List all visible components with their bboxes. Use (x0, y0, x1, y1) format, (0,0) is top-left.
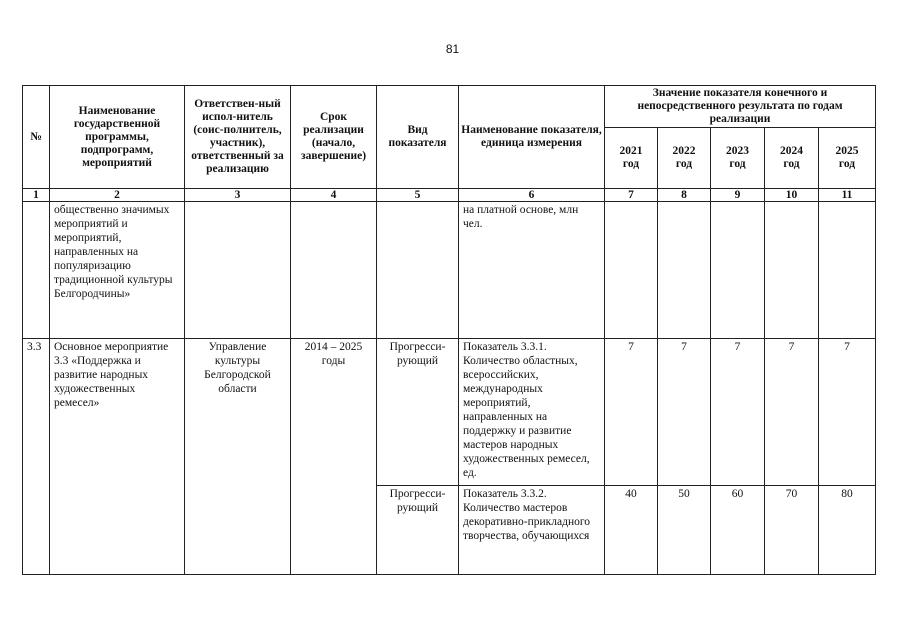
column-number: 5 (377, 189, 459, 202)
column-number: 1 (23, 189, 50, 202)
row-program-name: Основное мероприятие 3.3 «Поддержка и развитие народных художественных ремесел» (50, 339, 185, 575)
page-number: 81 (445, 42, 460, 56)
row-program-name: общественно значимых мероприятий и мероприятий, направленных на популяризацию традиционной культуры Белгородчины» (50, 202, 185, 339)
year-label: 2023 (726, 145, 749, 157)
header-indicator-type: Вид показателя (377, 86, 459, 189)
table-row (23, 202, 876, 339)
header-executor: Ответствен-ный испол-нитель (соис-полнитель, участник), ответственный за реализацию (185, 86, 291, 189)
row-value: 50 (658, 486, 711, 575)
header-year (765, 128, 819, 189)
year-label: 2024 (780, 145, 803, 157)
row-value: 60 (711, 486, 765, 575)
row-value (658, 202, 711, 339)
column-number: 4 (291, 189, 377, 202)
year-unit: год (729, 158, 746, 170)
column-number: 8 (658, 189, 711, 202)
row-value: 7 (765, 339, 819, 486)
year-unit: год (622, 158, 640, 170)
column-number: 7 (605, 189, 658, 202)
year-unit: год (783, 158, 800, 170)
column-number: 6 (459, 189, 605, 202)
row-value (765, 202, 819, 339)
row-indicator-type: Прогресси-рующий (377, 486, 459, 575)
row-value: 70 (765, 486, 819, 575)
header-year (819, 128, 876, 189)
row-number: 3.3 (23, 339, 50, 575)
row-indicator-name: на платной основе, млн чел. (459, 202, 605, 339)
indicator-table (22, 85, 876, 575)
column-number: 3 (185, 189, 291, 202)
row-value: 80 (819, 486, 876, 575)
year-unit: год (675, 158, 693, 170)
row-indicator-type: Прогресси-рующий (377, 339, 459, 486)
row-value: 7 (658, 339, 711, 486)
header-year (711, 128, 765, 189)
row-value (605, 202, 658, 339)
header-program-name: Наименование государственной программы, подпрограмм, мероприятий (50, 86, 185, 189)
column-number: 11 (819, 189, 876, 202)
year-label: 2022 (672, 145, 696, 157)
header-year (605, 128, 658, 189)
column-number-row (23, 189, 876, 202)
column-number: 2 (50, 189, 185, 202)
row-value (819, 202, 876, 339)
header-number: № (23, 86, 50, 189)
row-value: 7 (819, 339, 876, 486)
header-indicator-name: Наименование показателя, единица измерения (459, 86, 605, 189)
row-value: 40 (605, 486, 658, 575)
row-period: 2014 – 2025 годы (291, 339, 377, 575)
year-unit: год (838, 158, 856, 170)
row-value (711, 202, 765, 339)
header-values-group: Значение показателя конечного и непосредственного результата по годам реализации (605, 86, 876, 128)
header-row (23, 86, 876, 128)
column-number: 10 (765, 189, 819, 202)
row-indicator-name: Показатель 3.3.1. Количество областных, всероссийских, международных мероприятий, направленных на поддержку и развитие мастеров народных художественных ремесел, ед. (459, 339, 605, 486)
header-period: Срок реализации (начало, завершение) (291, 86, 377, 189)
row-value: 7 (605, 339, 658, 486)
row-period (291, 202, 377, 339)
row-value: 7 (711, 339, 765, 486)
year-label: 2025 (835, 145, 859, 157)
row-indicator-type (377, 202, 459, 339)
column-number: 9 (711, 189, 765, 202)
row-executor: Управление культуры Белгородской области (185, 339, 291, 575)
row-number (23, 202, 50, 339)
year-label: 2021 (619, 145, 643, 157)
row-executor (185, 202, 291, 339)
row-indicator-name: Показатель 3.3.2. Количество мастеров декоративно-прикладного творчества, обучающихся (459, 486, 605, 575)
table-row (23, 339, 876, 486)
header-year (658, 128, 711, 189)
